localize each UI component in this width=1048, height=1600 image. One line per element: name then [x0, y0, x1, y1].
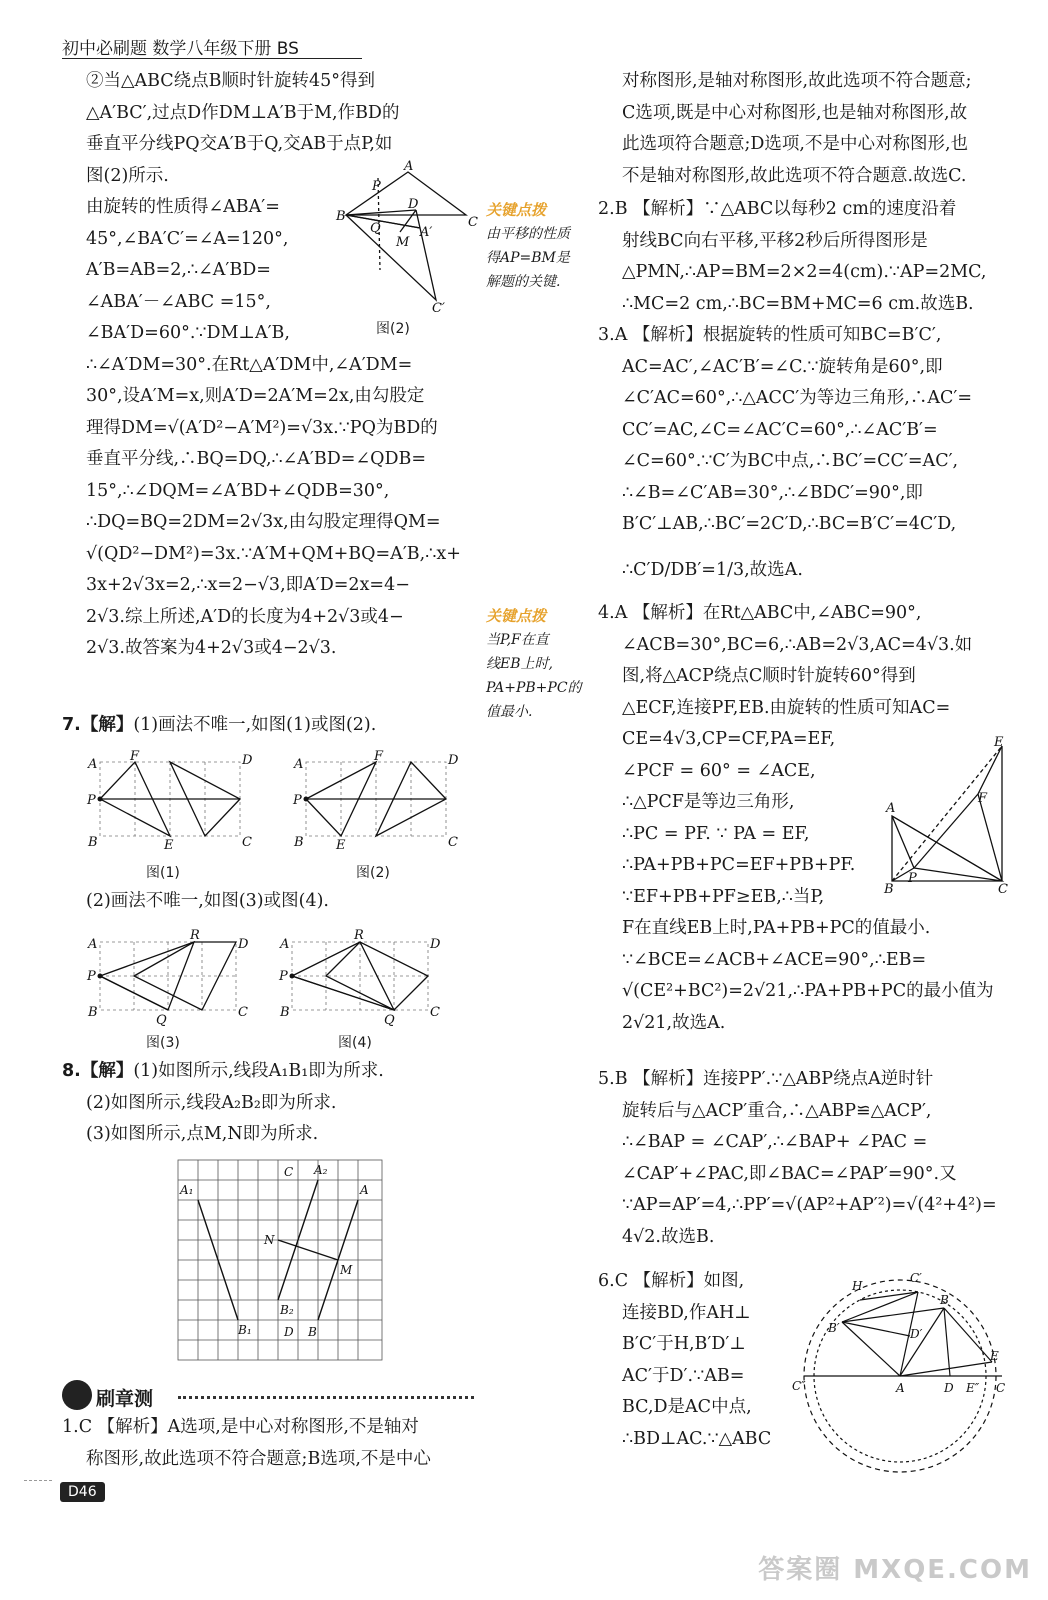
svg-text:B₁: B₁ [238, 1323, 252, 1337]
svg-text:H: H [852, 1279, 863, 1293]
left-column [86, 66, 478, 665]
text-line: ∴BD⊥AC.∵△ABC [622, 1428, 772, 1449]
q8-line3: (3)如图所示,点M,N即为所求. [86, 1124, 319, 1144]
svg-text:A₂: A₂ [314, 1163, 328, 1177]
chapter-test-label: 刷章测 [96, 1388, 154, 1410]
svg-text:N: N [264, 1233, 275, 1247]
svg-text:D: D [944, 1381, 954, 1395]
key-point-title: 关键点拨 [486, 607, 547, 625]
svg-text:R: R [190, 928, 200, 943]
text-line: ∴PA+PB+PC=EF+PB+PF. [622, 855, 856, 875]
running-header: 初中必刷题 数学八年级下册 BS [62, 39, 299, 59]
svg-text:P: P [908, 871, 917, 886]
text-line: 旋转后与△ACP′重合,∴△ABP≌△ACP′, [622, 1100, 932, 1121]
text-line: 图,将△ACP绕点C顺时针旋转60°得到 [622, 666, 916, 686]
text-line: ∴∠BAP = ∠CAP′,∴∠BAP+ ∠PAC = [622, 1132, 928, 1152]
text-line: CC′=AC,∠C=∠AC′C=60°,∴∠AC′B′= [622, 419, 938, 440]
svg-text:A: A [886, 801, 896, 816]
figure-caption: 图(3) [146, 1035, 180, 1051]
q8-line2: (2)如图所示,线段A₂B₂即为所求. [86, 1092, 337, 1113]
svg-text:C: C [468, 215, 478, 230]
text-line: 15°,∴∠DQM=∠A′BD+∠QDB=30°, [86, 480, 390, 501]
text-line: ∵∠BCE=∠ACB+∠ACE=90°,∴EB= [622, 949, 927, 970]
svg-text:M: M [396, 235, 410, 250]
svg-text:E: E [994, 735, 1004, 750]
text-line: ∠C′AC=60°,∴△ACC′为等边三角形,∴AC′= [622, 388, 973, 408]
figure-caption: 图(2) [356, 865, 390, 881]
grid-figure-3 [86, 926, 256, 1026]
text-line: 3.A 【解析】根据旋转的性质可知BC=B′C′, [598, 325, 942, 345]
q7-block [62, 710, 482, 742]
svg-text:M: M [340, 1263, 353, 1277]
svg-text:C: C [238, 1005, 248, 1020]
q8-grid-figure [176, 1158, 386, 1364]
svg-text:D: D [408, 197, 419, 212]
key-point-title: 关键点拨 [486, 201, 547, 219]
text-line: 称图形,故此选项不符合题意;B选项,不是中心 [86, 1448, 431, 1469]
text-line: 5.B 【解析】连接PP′.∵△ABP绕点A逆时针 [598, 1069, 934, 1089]
q7-number: 7. [62, 715, 81, 735]
text-line: 2√21,故选A. [622, 1012, 726, 1033]
text-line: 4.A 【解析】在Rt△ABC中,∠ABC=90°, [598, 603, 922, 623]
text-line: B′C′⊥AB,∴BC′=2C′D,∴BC=B′C′=4C′D, [622, 514, 957, 534]
text-line: ∠ACB=30°,BC=6,∴AB=2√3,AC=4√3.如 [622, 634, 973, 655]
svg-text:B₂: B₂ [280, 1303, 294, 1317]
text-line: BC,D是AC中点, [622, 1397, 752, 1417]
svg-text:C″: C″ [792, 1379, 806, 1393]
svg-text:R: R [354, 928, 364, 943]
key-point-note-2 [486, 604, 608, 724]
key-point-line: 线EB上时, [486, 656, 553, 672]
text-line: AC′于D′.∵AB= [622, 1365, 745, 1386]
svg-text:E: E [990, 1349, 999, 1363]
text-line: 2√3.故答案为4+2√3或4−2√3. [86, 638, 337, 658]
q8-number: 8. [62, 1061, 81, 1081]
text-line: 不是轴对称图形,故此选项不符合题意.故选C. [622, 165, 967, 186]
text-line: 此选项符合题意;D选项,不是中心对称图形,也 [622, 134, 969, 154]
key-point-line: 得AP=BM是 [486, 250, 570, 266]
svg-text:B: B [280, 1005, 290, 1020]
text-line: C选项,既是中心对称图形,也是轴对称图形,故 [622, 102, 968, 123]
text-line: ∠BA′D=60°.∵DM⊥A′B, [86, 323, 290, 343]
page-number: D46 [60, 1482, 105, 1502]
text-line: F在直线EB上时,PA+PB+PC的值最小. [622, 918, 931, 938]
text-line: A′B=AB=2,∴∠A′BD= [86, 260, 271, 280]
text-line: 图(2)所示. [86, 165, 169, 186]
svg-text:F: F [374, 749, 384, 764]
svg-text:B: B [336, 209, 346, 224]
svg-text:C′: C′ [910, 1271, 922, 1285]
chapter-test-icon [62, 1380, 92, 1410]
svg-text:P: P [372, 179, 381, 194]
key-point-line: 当P,F在直 [486, 632, 549, 648]
text-line: B′C′于H,B′D′⊥ [622, 1334, 746, 1354]
svg-text:D: D [284, 1325, 294, 1339]
q8-line1: (1)如图所示,线段A₁B₁即为所求. [133, 1061, 384, 1081]
text-line: ∴PC = PF. ∵ PA = EF, [622, 823, 810, 844]
text-line: ∠PCF = 60° = ∠ACE, [622, 760, 816, 781]
svg-text:B: B [884, 882, 894, 897]
grid-figure-1 [86, 749, 256, 853]
q2-block [598, 194, 1012, 320]
q7-line1: (1)画法不唯一,如图(1)或图(2). [133, 715, 377, 735]
key-point-line: PA+PB+PC的 [486, 680, 582, 696]
text-line: √(CE²+BC²)=2√21,∴PA+PB+PC的最小值为 [622, 981, 994, 1001]
q7-tag: 【解】 [80, 715, 134, 735]
text-line: ∴MC=2 cm,∴BC=BM+MC=6 cm.故选B. [622, 293, 974, 314]
svg-text:C: C [998, 882, 1008, 897]
q5-block [598, 1064, 1012, 1253]
text-line: 3x+2√3x=2,∴x=2−√3,即A′D=2x=4− [86, 575, 410, 595]
svg-text:A: A [88, 757, 98, 772]
chapter-test-banner [62, 1378, 474, 1412]
grid-figure-2 [292, 749, 467, 853]
text-line: △A′BC′,过点D作DM⊥A′B于M,作BD的 [86, 102, 400, 123]
svg-text:A: A [896, 1381, 905, 1395]
text-line: AC=AC′,∠AC′B′=∠C.∵旋转角是60°,即 [622, 356, 943, 377]
text-line: 4√2.故选B. [622, 1226, 715, 1247]
figure-caption: 图(2) [376, 321, 410, 337]
svg-text:E″: E″ [966, 1381, 980, 1395]
svg-text:C: C [430, 1005, 440, 1020]
q8-tag: 【解】 [80, 1061, 134, 1081]
svg-text:Q: Q [370, 221, 381, 236]
right-column [622, 66, 1012, 192]
text-line: ∴∠B=∠C′AB=30°,∴∠BDC′=90°,即 [622, 482, 923, 503]
svg-text:Q: Q [156, 1013, 167, 1028]
svg-text:B: B [308, 1325, 317, 1339]
text-line: ∠C=60°.∵C′为BC中点,∴BC′=CC′=AC′, [622, 451, 959, 471]
svg-text:D: D [238, 937, 249, 952]
text-line: △PMN,∴AP=BM=2×2=4(cm).∵AP=2MC, [622, 262, 987, 282]
text-line: ∵EF+PB+PF≥EB,∴当P, [622, 886, 825, 907]
text-line: 垂直平分线PQ交A′B于Q,交AB于点P,如 [86, 134, 393, 154]
q6-circle-figure [790, 1266, 1016, 1466]
q8-block [62, 1056, 482, 1151]
text-line: ∠ABA′－∠ABC =15°, [86, 291, 271, 312]
svg-text:C: C [284, 1165, 294, 1179]
q4-triangle-figure [882, 736, 1012, 896]
text-line: 6.C 【解析】如图, [598, 1271, 745, 1291]
svg-text:C: C [448, 835, 458, 850]
svg-text:Q: Q [384, 1013, 395, 1028]
grid-figure-4 [278, 926, 448, 1026]
svg-text:C′: C′ [432, 301, 445, 316]
text-line: 45°,∠BA′C′=∠A=120°, [86, 228, 289, 249]
svg-text:C: C [242, 835, 252, 850]
svg-text:E: E [164, 838, 174, 853]
q6-block [598, 1266, 798, 1455]
svg-text:P: P [87, 969, 96, 984]
svg-text:P: P [87, 793, 96, 808]
text-line: 1.C 【解析】A选项,是中心对称图形,不是轴对 [62, 1417, 419, 1437]
figure-caption: 图(1) [146, 865, 180, 881]
rotation-figure-2 [336, 160, 476, 320]
text-line: ∵AP=AP′=4,∴PP′=√(AP²+AP′²)=√(4²+4²)= [622, 1195, 997, 1215]
text-line: ∴C′D/DB′=1/3,故选A. [622, 559, 803, 580]
svg-text:F: F [978, 791, 988, 806]
chapter-test-rule [178, 1396, 474, 1399]
key-point-line: 由平移的性质 [486, 226, 570, 242]
svg-text:D: D [242, 753, 253, 768]
text-line: 2√3.综上所述,A′D的长度为4+2√3或4− [86, 606, 404, 627]
text-line: 2.B 【解析】∵△ABC以每秒2 cm的速度沿着 [598, 199, 957, 219]
svg-text:B: B [88, 1005, 98, 1020]
key-point-note-1 [486, 198, 608, 294]
text-line: ②当△ABC绕点B顺时针旋转45°得到 [86, 71, 376, 91]
svg-text:B′: B′ [828, 1321, 840, 1335]
key-point-line: 值最小. [486, 704, 533, 720]
svg-text:F: F [130, 749, 140, 764]
text-line: 射线BC向右平移,平移2秒后所得图形是 [622, 230, 928, 251]
svg-text:B: B [294, 835, 304, 850]
watermark: 答案圈 MXQE.COM [758, 1555, 1032, 1585]
svg-text:D: D [430, 937, 441, 952]
svg-text:A: A [88, 937, 98, 952]
svg-text:P: P [279, 969, 288, 984]
svg-text:D: D [448, 753, 459, 768]
q7-part2 [86, 886, 478, 918]
svg-text:A: A [294, 757, 304, 772]
text-line: 理得DM=√(A′D²−A′M²)=√3x.∵PQ为BD的 [86, 417, 438, 438]
text-line: 由旋转的性质得∠ABA′= [86, 197, 280, 217]
page-margin-mark [24, 1480, 52, 1481]
svg-text:B: B [940, 1293, 949, 1307]
svg-text:E: E [336, 838, 346, 853]
figure-caption: 图(4) [338, 1035, 372, 1051]
svg-text:D′: D′ [910, 1327, 923, 1341]
svg-text:A′: A′ [420, 225, 433, 240]
svg-text:A: A [280, 937, 290, 952]
text-line: √(QD²−DM²)=3x.∵A′M+QM+BQ=A′B,∴x+ [86, 543, 461, 564]
text-line: ∴∠A′DM=30°.在Rt△A′DM中,∠A′DM= [86, 354, 413, 375]
header-rule [62, 58, 362, 59]
svg-text:C: C [996, 1381, 1006, 1395]
q3-block [598, 320, 1012, 586]
q1-block [62, 1412, 482, 1475]
svg-text:A₁: A₁ [180, 1183, 194, 1197]
svg-text:P: P [293, 793, 302, 808]
text-line: △ECF,连接PF,EB.由旋转的性质可知AC= [622, 697, 951, 718]
key-point-line: 解题的关键. [486, 274, 561, 290]
text-line: 对称图形,是轴对称图形,故此选项不符合题意; [622, 71, 972, 91]
svg-text:B: B [88, 835, 98, 850]
text-line: ∠CAP′+∠PAC,即∠BAC=∠PAP′=90°.又 [622, 1163, 957, 1184]
text-line: 30°,设A′M=x,则A′D=2A′M=2x,由勾股定 [86, 386, 425, 406]
text-line: CE=4√3,CP=CF,PA=EF, [622, 729, 836, 749]
text-line: 垂直平分线,∴BQ=DQ,∴∠A′BD=∠QDB= [86, 449, 427, 469]
text-line: ∴DQ=BQ=2DM=2√3x,由勾股定理得QM= [86, 512, 441, 532]
text-line: 连接BD,作AH⊥ [622, 1302, 751, 1323]
text-line: ∴△PCF是等边三角形, [622, 792, 795, 812]
svg-text:A: A [360, 1183, 369, 1197]
q7-line2: (2)画法不唯一,如图(3)或图(4). [86, 891, 329, 911]
svg-text:A: A [404, 159, 414, 174]
